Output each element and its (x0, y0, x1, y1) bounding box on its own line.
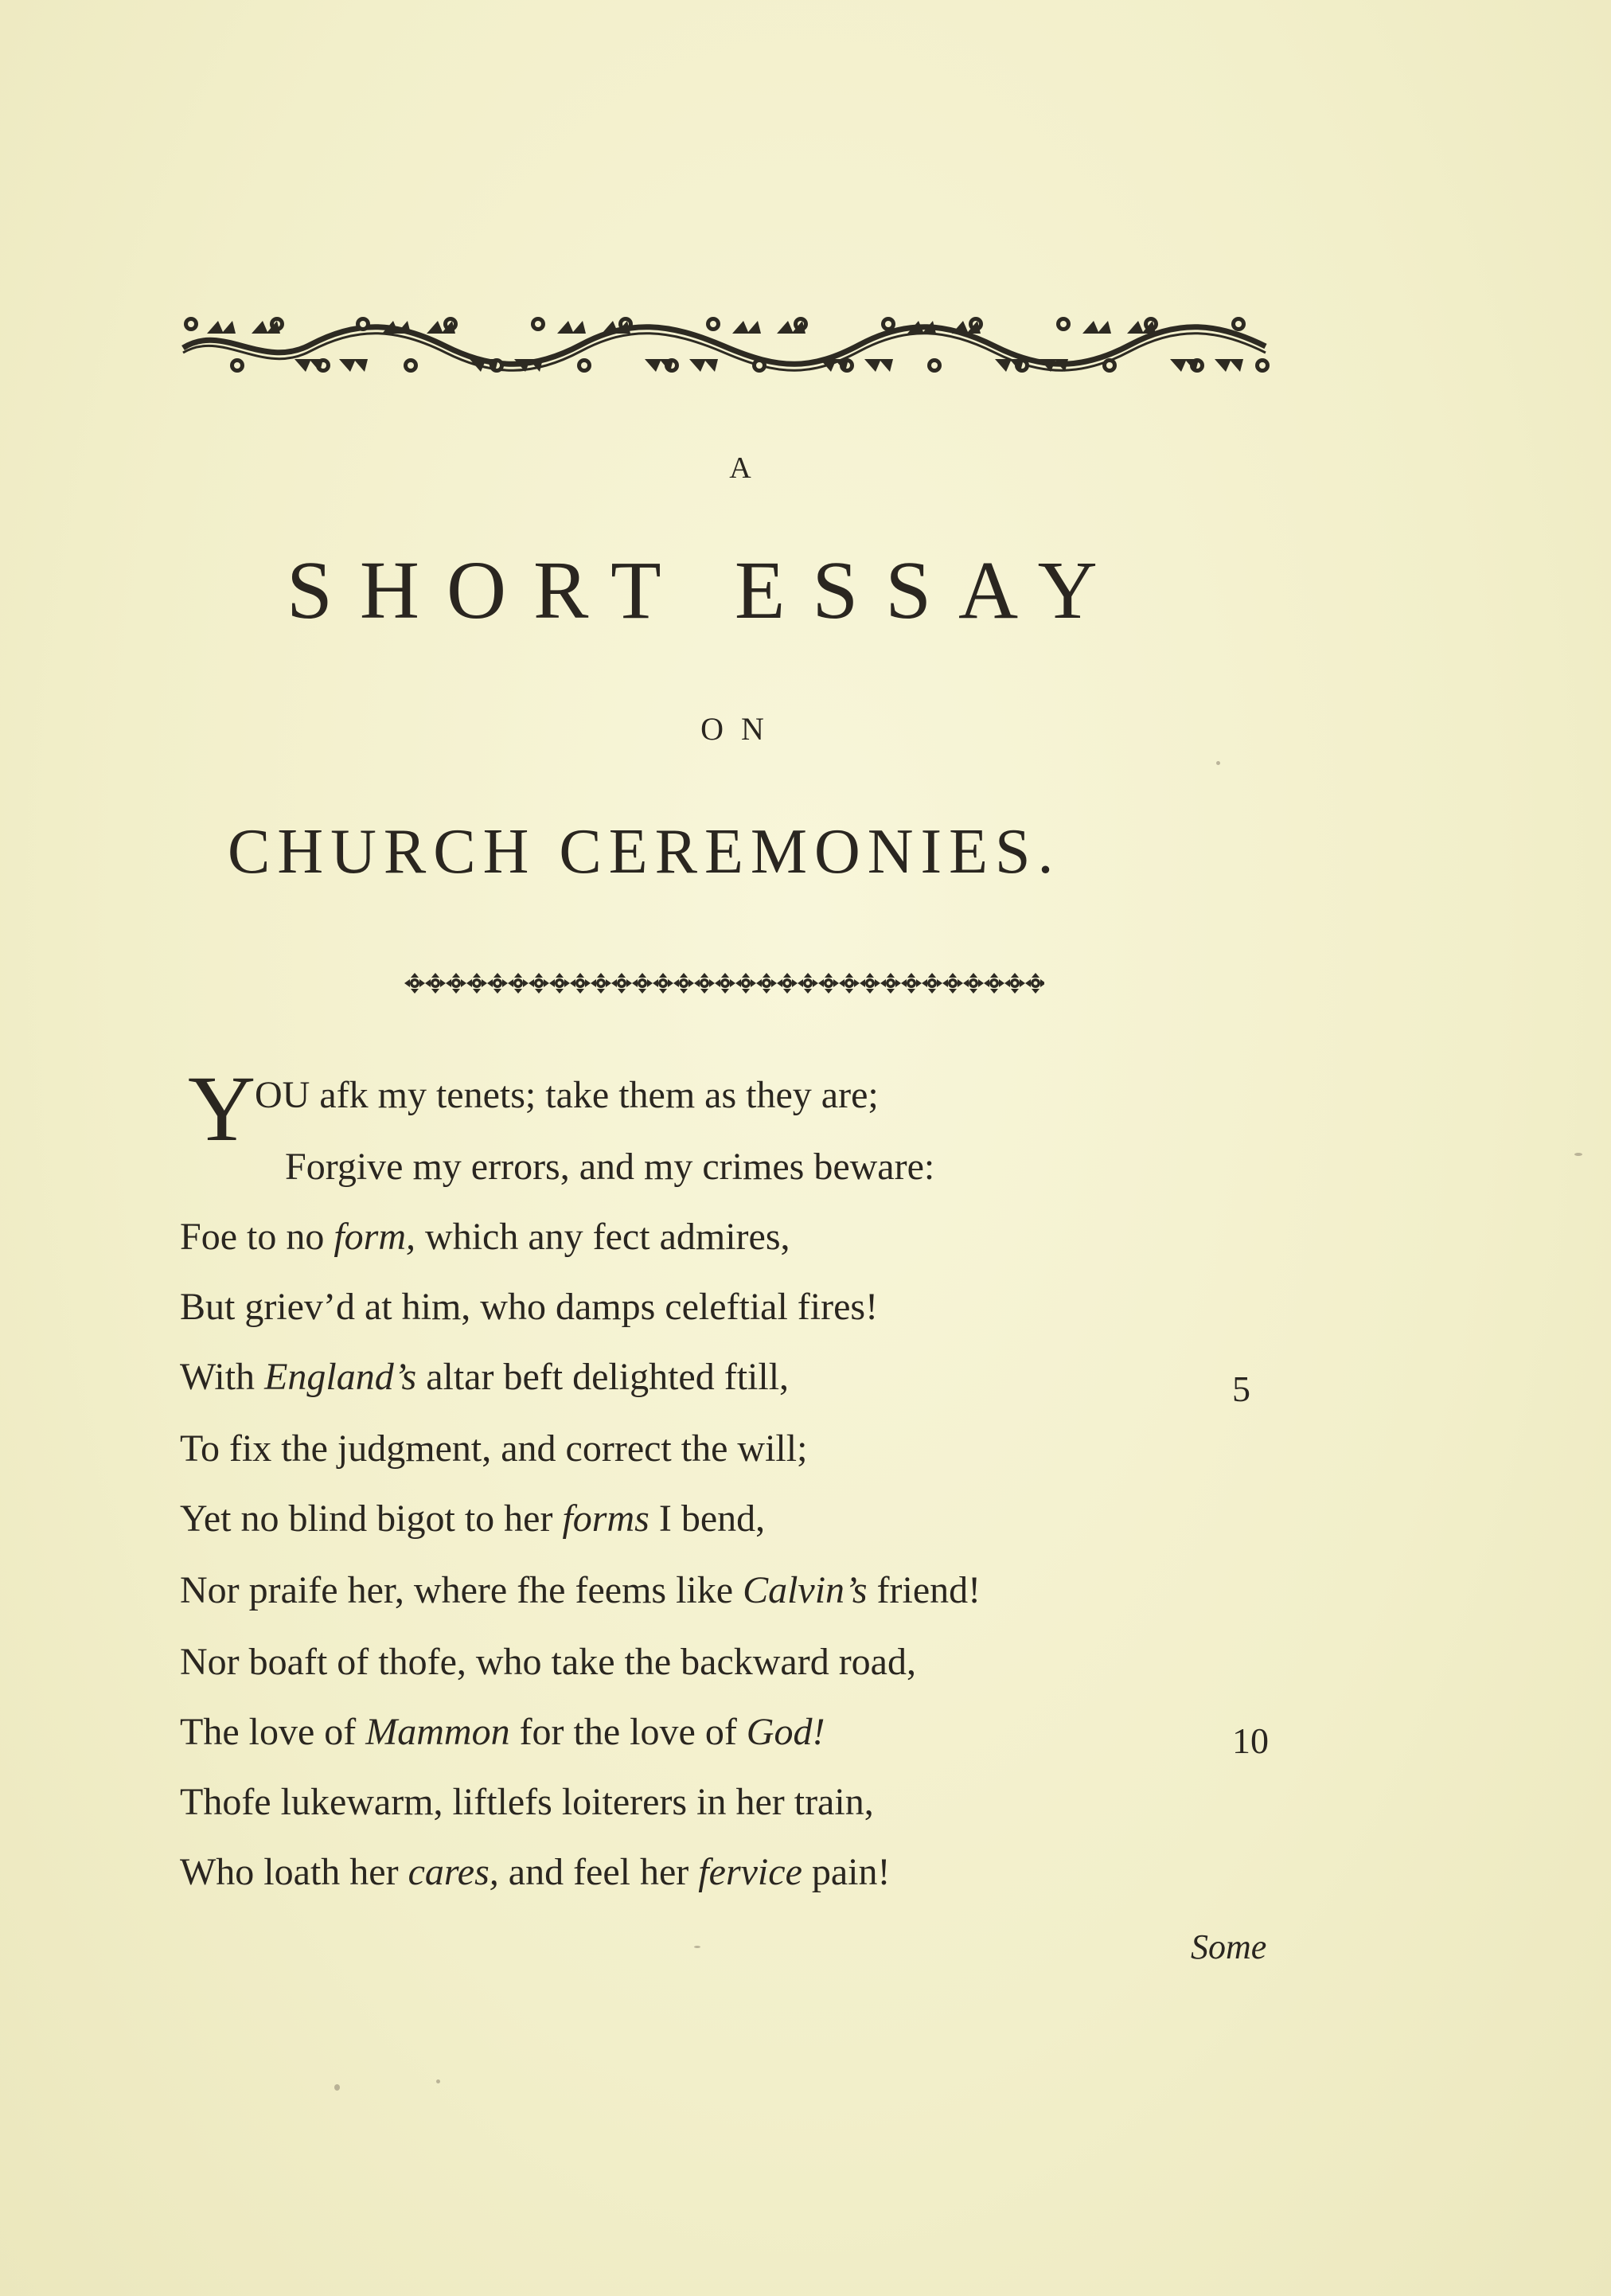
paper-speck (436, 2079, 440, 2083)
paper-speck (694, 1946, 700, 1948)
poem-line-11: Thofe lukewarm, liftlefs loiterers in her train, (180, 1781, 874, 1823)
poem-line-2: Forgive my errors, and my crimes beware: (285, 1146, 935, 1188)
drop-cap: Y (188, 1056, 256, 1161)
poem-line-3: Foe to no form, which any fect admires, (180, 1216, 790, 1258)
poem-line-9: Nor boaft of thofe, who take the backward road, (180, 1641, 916, 1683)
poem-line-7: Yet no blind bigot to her forms I bend, (180, 1497, 766, 1540)
poem-line-10: The love of Mammon for the love of God! (180, 1711, 825, 1753)
poem-line-12: Who loath her cares, and feel her fervice pain! (180, 1851, 891, 1893)
poem-line-6: To fix the judgment, and correct the will; (180, 1427, 808, 1470)
paper-speck (1574, 1153, 1582, 1156)
line-number-10: 10 (1232, 1720, 1269, 1761)
paper-speck (334, 2084, 340, 2091)
line-number-5: 5 (1232, 1369, 1250, 1409)
ornamental-rule (404, 973, 1044, 994)
catchword: Some (1191, 1927, 1267, 1966)
title-subject: CHURCH CEREMONIES. (228, 817, 1061, 887)
head-ornament (175, 307, 1274, 378)
paper-speck (1216, 761, 1220, 765)
title-on: ON (700, 711, 782, 747)
poem-line-8: Nor praife her, where fhe feems like Calvin’s friend! (180, 1569, 981, 1611)
poem-line-1: OU afk my tenets; take them as they are; (255, 1074, 879, 1116)
poem-line-4: But griev’d at him, who damps celeftial fires! (180, 1286, 879, 1328)
title-main: SHORT ESSAY (287, 545, 1125, 636)
poem-line-5: With England’s altar beft delighted ftill, (180, 1356, 790, 1398)
title-article: A (729, 451, 753, 485)
